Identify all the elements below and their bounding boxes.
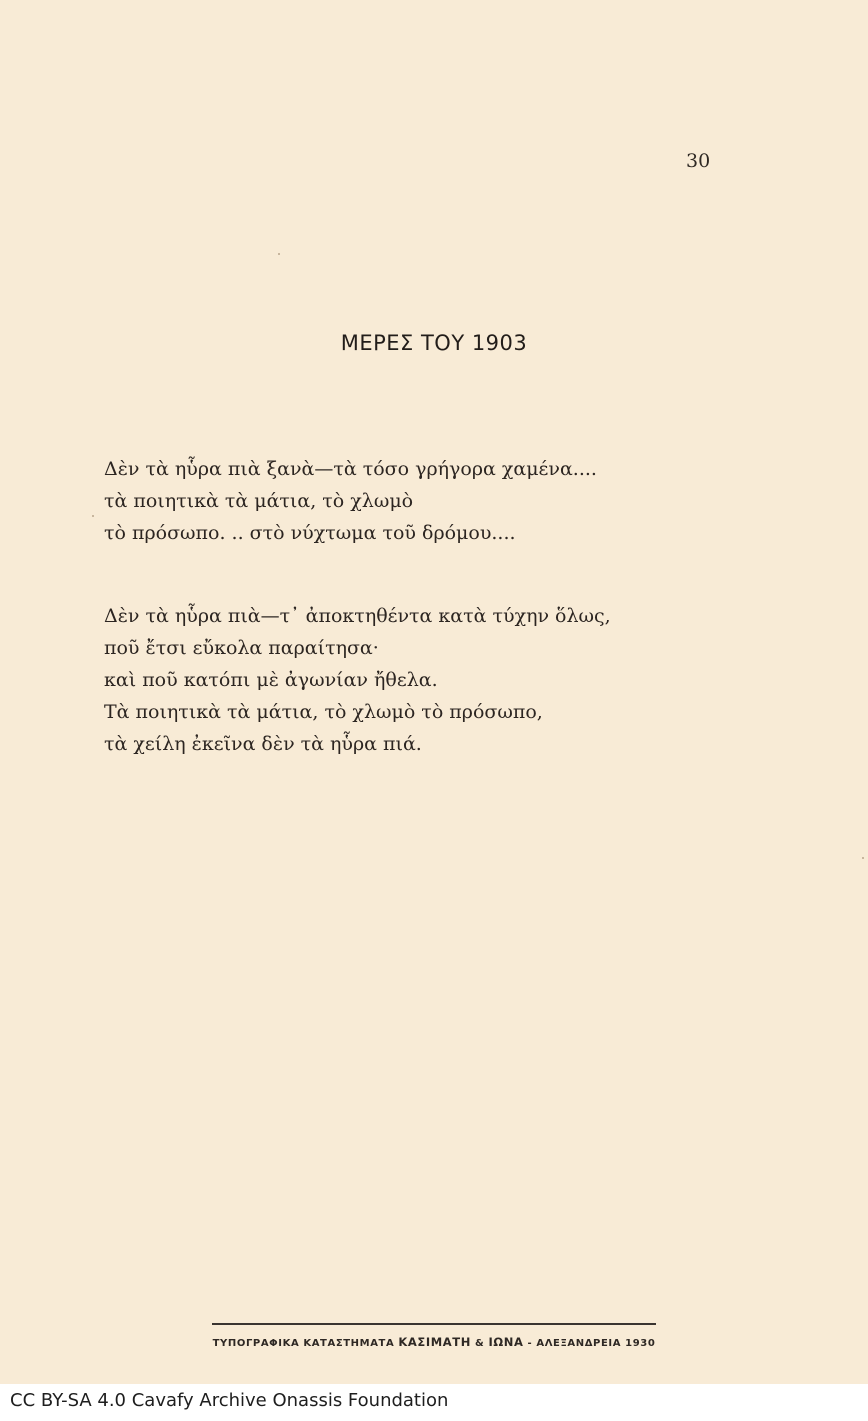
- page-number: 30: [686, 150, 711, 172]
- license-text: CC BY-SA 4.0 Cavafy Archive Onassis Foundation: [10, 1390, 449, 1411]
- stanza-1: [104, 453, 597, 549]
- poem-title: ΜΕΡΕΣ ΤΟΥ 1903: [340, 331, 528, 355]
- paper-speck: [92, 515, 94, 517]
- verse-line: τὰ χείλη ἐκεῖνα δὲν τὰ ηὗρα πιά.: [104, 733, 422, 755]
- verse-line: τὰ ποιητικὰ τὰ μάτια, τὸ χλωμὸ: [104, 490, 414, 512]
- verse-line: καὶ ποῦ κατόπι μὲ ἀγωνίαν ἤθελα.: [104, 669, 438, 691]
- imprint-name-2: ΙΩΝΑ: [488, 1335, 524, 1349]
- imprint-name-1: ΚΑΣΙΜΑΤΗ: [398, 1335, 471, 1349]
- paper-speck: [278, 253, 280, 255]
- stanza-2: [104, 600, 611, 760]
- verse-line: Τὰ ποιητικὰ τὰ μάτια, τὸ χλωμὸ τὸ πρόσωπο,: [104, 701, 543, 723]
- imprint-ampersand: &: [475, 1338, 485, 1349]
- verse-line: τὸ πρόσωπο. .. στὸ νύχτωμα τοῦ δρόμου....: [104, 522, 516, 544]
- imprint-printer: ΤΥΠΟΓΡΑΦΙΚΑ ΚΑΤΑΣΤΗΜΑΤΑ: [212, 1338, 395, 1349]
- paper-speck: [862, 857, 864, 859]
- license-bar: [0, 1384, 868, 1421]
- imprint-place-year: - ΑΛΕΞΑΝΔΡΕΙΑ 1930: [527, 1338, 656, 1349]
- printer-imprint: [0, 1335, 868, 1349]
- verse-line: Δὲν τὰ ηὗρα πιὰ ξανὰ—τὰ τόσο γρήγορα χαμένα....: [104, 458, 597, 480]
- verse-line: ποῦ ἔτσι εὔκολα παραίτησα·: [104, 637, 379, 659]
- footer-rule: [212, 1323, 656, 1325]
- verse-line: Δὲν τὰ ηὗρα πιὰ—τ᾿ ἀποκτηθέντα κατὰ τύχην ὅλως,: [104, 605, 611, 627]
